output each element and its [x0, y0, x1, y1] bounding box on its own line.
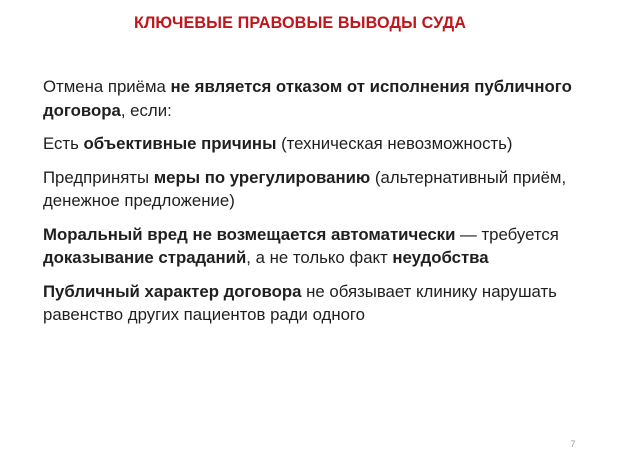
bold-text-segment: доказывание страданий — [43, 248, 247, 267]
bold-text-segment: не является отказом от исполнения публичного договора — [43, 77, 572, 120]
text-segment: Есть — [43, 134, 84, 153]
page-number: 7 — [570, 439, 576, 449]
text-segment: не обязывает клинику нарушать равенство других пациентов ради одного — [43, 281, 557, 324]
paragraph-moral-damage — [43, 223, 591, 270]
bold-text-segment: неудобства — [392, 248, 489, 267]
paragraph-settlement-measures — [43, 166, 591, 213]
paragraph-cancellation-not-refusal — [43, 75, 591, 122]
bold-text-segment: меры по урегулированию — [153, 167, 371, 187]
bold-text-segment: объективные причины — [83, 134, 277, 153]
bold-text-segment: Моральный вред не возмещается автоматически — [43, 224, 456, 244]
paragraph-objective-reasons — [43, 132, 591, 156]
text-segment: , если: — [120, 100, 172, 120]
bold-text-segment: Публичный характер договора — [43, 281, 302, 301]
text-segment: , а не только факт — [246, 248, 393, 267]
text-segment: Отмена приёма — [43, 77, 171, 96]
paragraph-public-contract — [43, 280, 591, 327]
slide-title: КЛЮЧЕВЫЕ ПРАВОВЫЕ ВЫВОДЫ СУДА — [133, 14, 467, 32]
text-segment: Предприняты — [43, 167, 154, 187]
text-segment: (техническая невозможность) — [276, 134, 513, 153]
slide-body — [43, 75, 591, 327]
text-segment: — требуется — [455, 224, 559, 244]
text-segment: (альтернативный приём, денежное предложение) — [43, 167, 567, 210]
